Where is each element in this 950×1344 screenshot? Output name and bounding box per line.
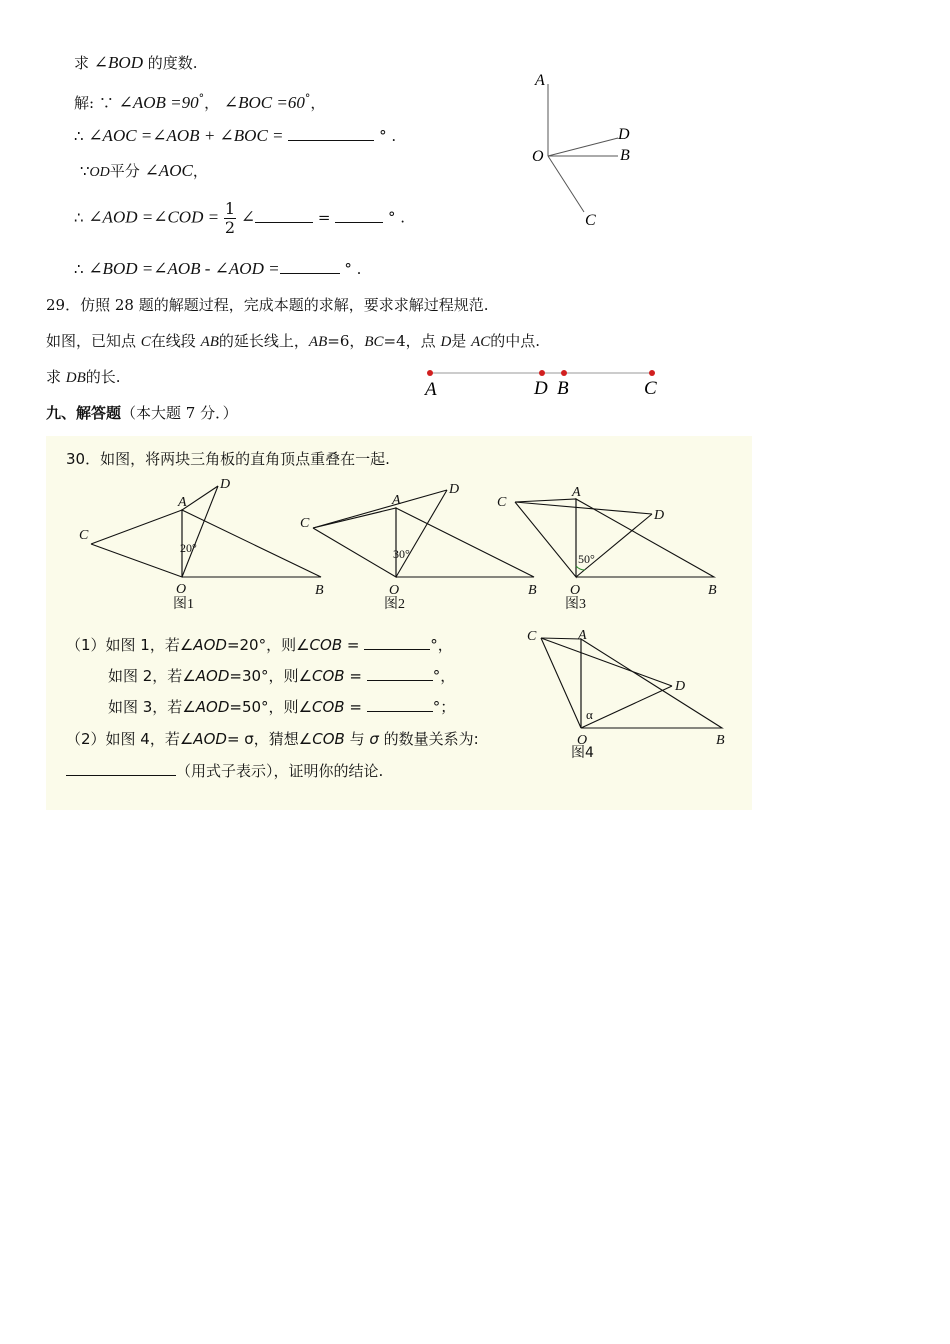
q30-part2-line1 xyxy=(66,728,479,750)
answer-blank[interactable] xyxy=(367,696,433,712)
text: 是 xyxy=(451,332,472,350)
answer-blank[interactable] xyxy=(66,760,176,776)
text: ，猜想 xyxy=(253,730,299,748)
text: ∵ xyxy=(80,162,90,180)
point-a xyxy=(427,370,433,376)
math-od: OD xyxy=(89,165,110,180)
math-cob: ∠COB xyxy=(298,698,345,716)
fig1-label-b: B xyxy=(315,583,324,598)
fig4-od xyxy=(581,686,672,728)
fig1-ad xyxy=(182,486,218,510)
fig4-angle-alpha: α xyxy=(586,707,593,722)
fig4-triangle-aob xyxy=(581,639,722,728)
text: 与 xyxy=(344,730,370,748)
fig1-angle-label: 20° xyxy=(180,541,197,555)
text: 如图 2，若 xyxy=(108,667,183,685)
fig3-caption: 图3 xyxy=(565,597,586,612)
fig3-angle-label: 50° xyxy=(578,552,595,566)
label-c: C xyxy=(644,378,657,399)
answer-blank[interactable] xyxy=(364,634,430,650)
text: =30° xyxy=(229,667,269,685)
math-d: D xyxy=(440,334,452,350)
label-b: B xyxy=(620,147,630,164)
math-cob: ∠COB xyxy=(296,636,343,654)
text: ∴ xyxy=(74,260,89,278)
text: （用式子表示），证明你的结论. xyxy=(176,762,384,780)
fig3-triangle-aob xyxy=(576,499,714,577)
math-cob: ∠COB xyxy=(298,667,345,685)
fig2-triangle-aoc xyxy=(313,508,396,577)
text: = xyxy=(342,636,365,654)
text: = σ xyxy=(226,730,254,748)
text: ， xyxy=(192,162,208,180)
figure-28-angles xyxy=(520,62,650,238)
text: 解: ∵ xyxy=(74,94,119,112)
q28-line-2 xyxy=(74,88,325,114)
fig4-label-b: B xyxy=(716,733,725,748)
text: 如图 3，若 xyxy=(108,698,183,716)
fig2-label-b: B xyxy=(528,583,537,598)
q28-line-4 xyxy=(80,160,208,184)
fig2-angle-label: 30° xyxy=(393,547,410,561)
text: 的中点. xyxy=(490,332,541,350)
text: ∴ xyxy=(74,127,89,145)
math-db: DB xyxy=(65,370,86,386)
math-sigma: σ xyxy=(369,730,379,748)
math-ab: AB xyxy=(308,334,328,350)
math-aod: ∠AOD xyxy=(179,730,227,748)
section-9-heading xyxy=(46,402,238,424)
text: =20° xyxy=(226,636,267,654)
text: = xyxy=(344,698,367,716)
label-a: A xyxy=(425,379,437,400)
numerator: 1 xyxy=(224,199,236,218)
angle-sign: ∠ xyxy=(240,207,256,227)
text: °； xyxy=(432,698,456,716)
text: ° . xyxy=(344,260,362,278)
text: 的延长线上， xyxy=(218,332,309,350)
fig1-label-c: C xyxy=(79,528,89,543)
math-aod: ∠AOD xyxy=(182,698,230,716)
fig2-label-a: A xyxy=(392,493,401,508)
fig2-label-c: C xyxy=(300,516,310,531)
answer-blank[interactable] xyxy=(280,259,340,274)
fig1-label-o: O xyxy=(176,582,187,597)
text: 如图，已知点 xyxy=(46,332,141,350)
answer-blank[interactable] xyxy=(255,208,313,223)
point-b xyxy=(561,370,567,376)
answer-blank[interactable] xyxy=(367,665,433,681)
text: 的数量关系为: xyxy=(378,730,479,748)
figure-29-segment xyxy=(418,362,668,402)
fig2-label-d: D xyxy=(449,482,460,497)
q30-figure-4 xyxy=(522,626,742,762)
fig2-caption: 图2 xyxy=(384,597,405,612)
label-d: D xyxy=(534,378,548,399)
fig1-label-a: A xyxy=(178,495,187,510)
q28-line-1 xyxy=(74,52,198,74)
label-a: A xyxy=(535,72,545,89)
fig4-label-o: O xyxy=(577,733,588,748)
math-bod: ∠BOD =∠AOB - ∠AOD = xyxy=(88,259,280,278)
ray-oc xyxy=(548,156,584,212)
text: = xyxy=(344,667,367,685)
answer-blank[interactable] xyxy=(335,208,383,223)
point-c xyxy=(649,370,655,376)
section-title: 九、解答题 xyxy=(46,404,122,422)
fig1-od xyxy=(182,486,218,577)
math-c: C xyxy=(140,334,151,350)
q29-line-2 xyxy=(46,330,540,353)
fig3-label-a: A xyxy=(572,485,581,500)
fig3-label-b: B xyxy=(708,583,717,598)
math-bc: BC xyxy=(364,334,384,350)
math-aob: ∠AOB =90 xyxy=(118,93,199,112)
text: = xyxy=(313,208,331,227)
text: （2）如图 4，若 xyxy=(66,730,180,748)
text: =50° xyxy=(229,698,269,716)
q29-line-3 xyxy=(46,366,121,389)
text: 求 xyxy=(74,54,90,72)
q29-line-1: 29．仿照 28 题的解题过程，完成本题的求解，要求求解过程规范. xyxy=(46,296,489,314)
text: ， xyxy=(204,94,220,112)
fig2-cd xyxy=(313,490,447,528)
q30-part2-line2 xyxy=(66,760,383,782)
degree-sign: ° xyxy=(304,92,311,105)
q30-part1-line2 xyxy=(108,665,455,687)
math-aod: ∠AOD xyxy=(179,636,227,654)
section-note: （本大题 7 分．） xyxy=(121,404,238,422)
math-boc: ∠BOC =60 xyxy=(223,93,305,112)
fig4-label-d: D xyxy=(675,679,686,694)
math-aod: ∠AOD xyxy=(182,667,230,685)
math-ac: AC xyxy=(471,334,491,350)
ray-od xyxy=(548,138,618,156)
text: （1）如图 1，若 xyxy=(66,636,180,654)
q28-line-3 xyxy=(74,125,396,147)
q30-panel xyxy=(46,436,752,810)
degree-sign: ° xyxy=(198,92,205,105)
q28-line-5 xyxy=(74,200,405,237)
text: ，则 xyxy=(268,698,299,716)
text: ∴ xyxy=(74,208,89,227)
text: ，则 xyxy=(268,667,299,685)
text: °， xyxy=(432,667,456,685)
text: =6， xyxy=(327,332,365,350)
text: 平分 xyxy=(109,162,145,180)
text: ° . xyxy=(387,208,406,227)
label-d: D xyxy=(618,126,630,143)
denominator: 2 xyxy=(224,218,236,237)
fig2-od xyxy=(396,490,447,577)
label-b: B xyxy=(557,378,569,399)
math-aoc: ∠AOC =∠AOB + ∠BOC = xyxy=(88,126,284,145)
text: 的长. xyxy=(85,368,121,386)
fig4-label-c: C xyxy=(527,629,537,644)
fraction-half xyxy=(224,200,236,237)
label-o: O xyxy=(532,148,544,165)
text: =4，点 xyxy=(383,332,441,350)
fig4-label-a: A xyxy=(578,628,587,643)
fig4-caption: 图4 xyxy=(571,745,594,761)
text: °， xyxy=(430,636,453,654)
q30-part1-line1 xyxy=(66,634,453,656)
fig1-caption: 图1 xyxy=(173,597,194,612)
fig4-cd xyxy=(541,638,672,686)
math-cob: ∠COB xyxy=(298,730,345,748)
fig3-triangle-aoc xyxy=(515,499,576,577)
fig2-label-o: O xyxy=(389,583,400,598)
q30-part1-line3 xyxy=(108,696,455,718)
math-ab: AB xyxy=(200,334,219,350)
math-angle-bod: ∠BOD xyxy=(93,53,143,72)
fig3-angle-arc xyxy=(576,566,585,570)
text: 求 xyxy=(46,368,66,386)
q30-title: 30．如图，将两块三角板的直角顶点重叠在一起. xyxy=(66,450,390,468)
fig4-triangle-aoc xyxy=(541,638,581,728)
math-aod-cod: ∠AOD =∠COD = xyxy=(88,207,220,227)
text: 在线段 xyxy=(150,332,201,350)
answer-blank[interactable] xyxy=(288,126,374,141)
fig1-triangle-aoc xyxy=(91,510,182,577)
q28-line-6 xyxy=(74,258,361,280)
math-aoc: ∠AOC xyxy=(144,161,193,180)
text: ，则 xyxy=(266,636,297,654)
fig3-od xyxy=(576,514,652,577)
q30-figures-1-3 xyxy=(66,474,756,616)
fig3-label-c: C xyxy=(497,495,507,510)
text: 的度数. xyxy=(147,54,198,72)
label-c: C xyxy=(585,212,596,229)
text: ， xyxy=(310,94,326,112)
point-d xyxy=(539,370,545,376)
fig3-label-d: D xyxy=(654,508,665,523)
fig1-label-d: D xyxy=(220,477,231,492)
text: ° . xyxy=(379,127,397,145)
fig3-label-o: O xyxy=(570,583,581,598)
